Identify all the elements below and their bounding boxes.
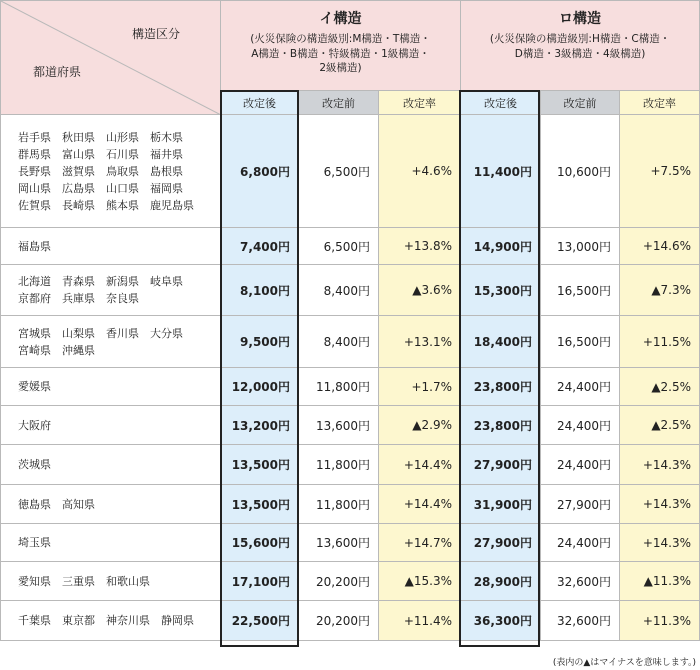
prefecture-line: 岩手県 秋田県 山形県 栃木県 xyxy=(18,130,183,144)
group-description xyxy=(221,32,460,76)
ro-before-cell: 16,500円 xyxy=(541,265,620,316)
i-after-cell: 13,200円 xyxy=(221,406,299,445)
ro-after-cell: 18,400円 xyxy=(461,316,541,368)
prefecture-cell xyxy=(1,445,221,485)
i-after-cell: 6,800円 xyxy=(221,115,299,228)
ro-before-cell: 32,600円 xyxy=(541,562,620,601)
table-body xyxy=(1,115,700,641)
table-row xyxy=(1,368,700,406)
ro-rate-cell: ▲7.3% xyxy=(620,265,700,316)
table-row xyxy=(1,316,700,368)
i-rate-cell: ▲15.3% xyxy=(379,562,461,601)
i-rate-cell: +13.1% xyxy=(379,316,461,368)
ro-before-cell: 27,900円 xyxy=(541,485,620,524)
prefecture-cell xyxy=(1,265,221,316)
prefecture-line: 佐賀県 長崎県 熊本県 鹿児島県 xyxy=(18,198,194,212)
ro-before-cell: 24,400円 xyxy=(541,524,620,562)
ro-after-cell: 14,900円 xyxy=(461,228,541,265)
i-before-cell: 8,400円 xyxy=(299,316,379,368)
ro-after-cell: 36,300円 xyxy=(461,601,541,641)
table-row xyxy=(1,445,700,485)
ro-after-cell: 23,800円 xyxy=(461,368,541,406)
ro-rate-cell: +14.6% xyxy=(620,228,700,265)
i-rate-cell: +14.4% xyxy=(379,445,461,485)
prefecture-line: 宮崎県 沖縄県 xyxy=(18,343,95,357)
i-rate-cell: +1.7% xyxy=(379,368,461,406)
table-row xyxy=(1,524,700,562)
prefecture-cell xyxy=(1,562,221,601)
ro-before-cell: 13,000円 xyxy=(541,228,620,265)
i-before-cell: 11,800円 xyxy=(299,368,379,406)
prefecture-line: 宮城県 山梨県 香川県 大分県 xyxy=(18,326,183,340)
ro-after-cell: 27,900円 xyxy=(461,445,541,485)
ro-before-cell: 32,600円 xyxy=(541,601,620,641)
prefecture-line: 愛知県 三重県 和歌山県 xyxy=(18,574,150,588)
i-after-cell: 12,000円 xyxy=(221,368,299,406)
group-title: イ構造 xyxy=(319,11,362,27)
prefecture-line: 京都府 兵庫県 奈良県 xyxy=(18,292,139,305)
group-description-line: A構造・B構造・特級構造・1級構造・ xyxy=(251,47,430,60)
prefecture-cell xyxy=(1,601,221,641)
prefecture-line: 長野県 滋賀県 鳥取県 島根県 xyxy=(18,164,183,178)
prefecture-line: 大阪府 xyxy=(18,418,51,432)
i-after-cell: 13,500円 xyxy=(221,485,299,524)
table-row xyxy=(1,601,700,641)
ro-after-cell: 15,300円 xyxy=(461,265,541,316)
group-description xyxy=(461,32,699,61)
table-row xyxy=(1,265,700,316)
footnote: (表内の▲はマイナスを意味します。) xyxy=(552,658,696,668)
prefecture-line: 千葉県 東京都 神奈川県 静岡県 xyxy=(18,614,194,627)
i-rate-cell: +13.8% xyxy=(379,228,461,265)
prefecture-line: 茨城県 xyxy=(18,458,51,471)
ro-rate-cell: ▲11.3% xyxy=(620,562,700,601)
i-before-cell: 6,500円 xyxy=(299,228,379,265)
table-row xyxy=(1,115,700,228)
prefecture-cell xyxy=(1,228,221,265)
ro-before-cell: 16,500円 xyxy=(541,316,620,368)
subheader-before: 改定前 xyxy=(541,91,620,115)
i-rate-cell: +11.4% xyxy=(379,601,461,641)
ro-rate-cell: +11.5% xyxy=(620,316,700,368)
i-before-cell: 20,200円 xyxy=(299,562,379,601)
i-after-cell: 7,400円 xyxy=(221,228,299,265)
subheader-after: 改定後 xyxy=(461,91,541,115)
diagonal-line xyxy=(1,1,221,115)
subheader-rate: 改定率 xyxy=(379,91,461,115)
i-before-cell: 6,500円 xyxy=(299,115,379,228)
prefecture-line: 徳島県 高知県 xyxy=(18,497,95,511)
prefecture-cell xyxy=(1,485,221,524)
ro-rate-cell: +14.3% xyxy=(620,445,700,485)
i-before-cell: 11,800円 xyxy=(299,445,379,485)
ro-before-cell: 24,400円 xyxy=(541,445,620,485)
ro-rate-cell: +7.5% xyxy=(620,115,700,228)
prefecture-line: 福島県 xyxy=(18,239,51,253)
ro-rate-cell: +11.3% xyxy=(620,601,700,641)
group-header-ro xyxy=(461,1,700,91)
table-row xyxy=(1,485,700,524)
group-description-line: D構造・3級構造・4級構造) xyxy=(514,47,646,60)
prefecture-label: 都道府県 xyxy=(33,65,82,79)
subheader-rate: 改定率 xyxy=(620,91,700,115)
prefecture-cell xyxy=(1,406,221,445)
prefecture-cell xyxy=(1,524,221,562)
i-rate-cell: ▲3.6% xyxy=(379,265,461,316)
ro-before-cell: 10,600円 xyxy=(541,115,620,228)
table-row xyxy=(1,228,700,265)
prefecture-line: 岡山県 広島県 山口県 福岡県 xyxy=(18,181,183,195)
ro-after-cell: 28,900円 xyxy=(461,562,541,601)
ro-after-cell: 11,400円 xyxy=(461,115,541,228)
ro-rate-cell: +14.3% xyxy=(620,524,700,562)
ro-rate-cell: +14.3% xyxy=(620,485,700,524)
prefecture-line: 北海道 青森県 新潟県 岐阜県 xyxy=(18,275,183,288)
i-before-cell: 8,400円 xyxy=(299,265,379,316)
group-description-line: (火災保険の構造級別:M構造・T構造・ xyxy=(250,33,431,45)
i-after-cell: 17,100円 xyxy=(221,562,299,601)
group-description-line: 2級構造) xyxy=(319,62,362,74)
structure-label: 構造区分 xyxy=(131,27,180,41)
group-description-line: (火災保険の構造級別:H構造・C構造・ xyxy=(489,33,671,45)
group-title: ロ構造 xyxy=(559,11,602,27)
i-after-cell: 9,500円 xyxy=(221,316,299,368)
prefecture-line: 群馬県 富山県 石川県 福井県 xyxy=(18,147,183,161)
prefecture-line: 愛媛県 xyxy=(18,380,51,393)
i-rate-cell: +4.6% xyxy=(379,115,461,228)
i-before-cell: 11,800円 xyxy=(299,485,379,524)
i-before-cell: 13,600円 xyxy=(299,524,379,562)
ro-after-cell: 31,900円 xyxy=(461,485,541,524)
prefecture-cell xyxy=(1,368,221,406)
i-after-cell: 8,100円 xyxy=(221,265,299,316)
i-rate-cell: +14.7% xyxy=(379,524,461,562)
i-before-cell: 13,600円 xyxy=(299,406,379,445)
group-header-i xyxy=(221,1,461,91)
i-after-cell: 15,600円 xyxy=(221,524,299,562)
i-after-cell: 22,500円 xyxy=(221,601,299,641)
subheader-before: 改定前 xyxy=(299,91,379,115)
i-after-cell: 13,500円 xyxy=(221,445,299,485)
ro-after-cell: 23,800円 xyxy=(461,406,541,445)
corner-header xyxy=(1,1,221,115)
prefecture-cell xyxy=(1,316,221,368)
i-before-cell: 20,200円 xyxy=(299,601,379,641)
subheader-after: 改定後 xyxy=(221,91,299,115)
prefecture-line: 埼玉県 xyxy=(18,536,51,549)
i-rate-cell: ▲2.9% xyxy=(379,406,461,445)
ro-before-cell: 24,400円 xyxy=(541,368,620,406)
ro-after-cell: 27,900円 xyxy=(461,524,541,562)
ro-before-cell: 24,400円 xyxy=(541,406,620,445)
ro-rate-cell: ▲2.5% xyxy=(620,368,700,406)
table-row xyxy=(1,406,700,445)
prefecture-cell xyxy=(1,115,221,228)
table-row xyxy=(1,562,700,601)
ro-rate-cell: ▲2.5% xyxy=(620,406,700,445)
i-rate-cell: +14.4% xyxy=(379,485,461,524)
